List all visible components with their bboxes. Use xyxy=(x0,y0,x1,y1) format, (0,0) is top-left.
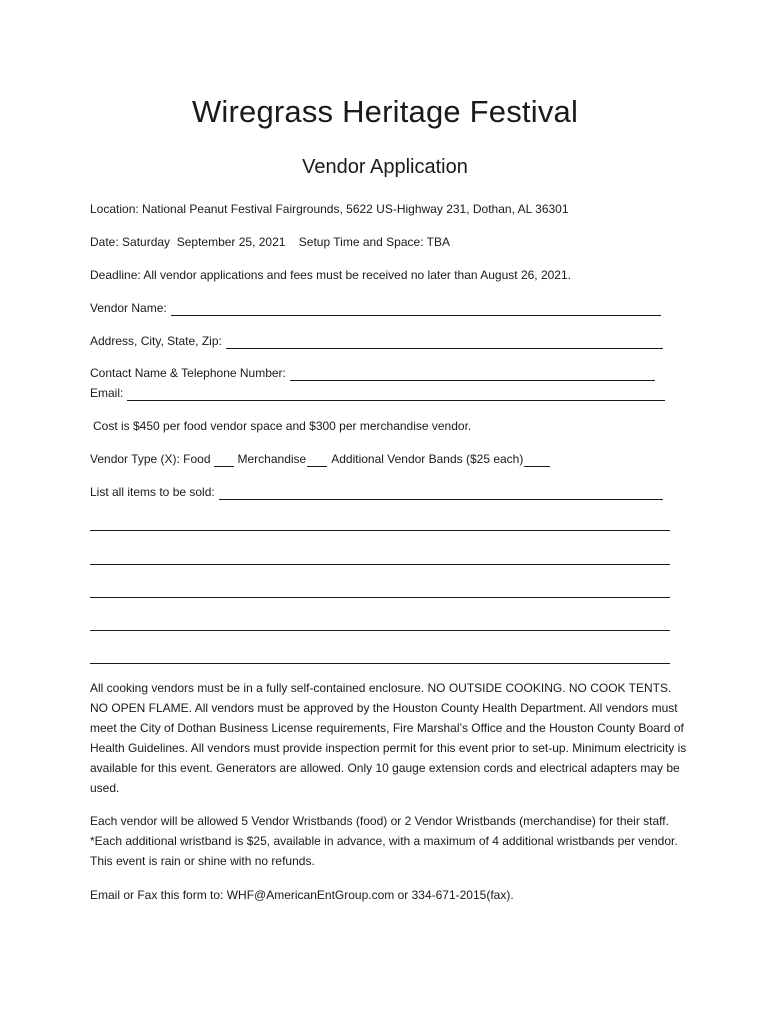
date-line: Date: Saturday September 25, 2021 Setup Time and Space: TBA xyxy=(90,235,450,249)
document-subtitle: Vendor Application xyxy=(302,156,468,178)
bands-field[interactable] xyxy=(524,454,550,467)
contact-row xyxy=(90,365,655,381)
items-label: List all items to be sold: xyxy=(90,485,215,499)
email-label: Email: xyxy=(90,386,124,400)
items-blank-line[interactable] xyxy=(90,663,670,664)
vendor-name-label: Vendor Name: xyxy=(90,301,167,315)
contact-label: Contact Name & Telephone Number: xyxy=(90,366,286,380)
location-line: Location: National Peanut Festival Fairgrounds, 5622 US-Highway 231, Dothan, AL 36301 xyxy=(90,202,569,216)
items-blank-line[interactable] xyxy=(90,597,670,598)
vendor-type-row xyxy=(90,451,554,467)
document-title: Wiregrass Heritage Festival xyxy=(191,94,579,129)
cooking-requirements-paragraph: All cooking vendors must be in a fully self-contained enclosure. NO OUTSIDE COOKING. NO COOK TENTS. NO OPEN FLAME. All vendors must be approved by the Houston County Health Department. All vendors must meet the City of Dothan Business License requirements, Fire Marshal’s Office and the Houston County Board of Health Guidelines. All vendors must provide inspection permit for this event prior to set-up. Minimum electricity is available for this event. Generators are allowed. Only 10 gauge extension cords and electrical adapters may be used. xyxy=(90,681,687,795)
items-row xyxy=(90,484,663,500)
vendor-name-row xyxy=(90,300,661,316)
items-blank-line[interactable] xyxy=(90,564,670,565)
email-row xyxy=(90,385,665,401)
food-checkbox[interactable] xyxy=(214,454,234,467)
items-blank-line[interactable] xyxy=(90,630,670,631)
address-field[interactable] xyxy=(226,336,663,349)
items-blank-line[interactable] xyxy=(90,530,670,531)
merchandise-label: Merchandise xyxy=(237,452,307,466)
cost-line: Cost is $450 per food vendor space and $300 per merchandise vendor. xyxy=(93,419,472,433)
vendor-type-label: Vendor Type (X): Food xyxy=(90,452,211,466)
address-label: Address, City, State, Zip: xyxy=(90,334,222,348)
email-field[interactable] xyxy=(127,388,665,401)
wristband-paragraph: Each vendor will be allowed 5 Vendor Wristbands (food) or 2 Vendor Wristbands (merchandise) for their staff. *Each additional wristband is $25, available in advance, with a maximum of 4 additional wristbands per vendor. This event is rain or shine with no refunds. xyxy=(90,814,678,868)
submission-contact-line: Email or Fax this form to: WHF@AmericanEntGroup.com or 334-671-2015(fax). xyxy=(90,888,514,902)
address-row xyxy=(90,333,663,349)
merchandise-checkbox[interactable] xyxy=(307,454,327,467)
contact-field[interactable] xyxy=(290,368,655,381)
items-field[interactable] xyxy=(219,487,663,500)
bands-label: Additional Vendor Bands ($25 each) xyxy=(331,452,524,466)
deadline-line: Deadline: All vendor applications and fees must be received no later than August 26, 2021. xyxy=(90,268,571,282)
vendor-name-field[interactable] xyxy=(171,303,661,316)
